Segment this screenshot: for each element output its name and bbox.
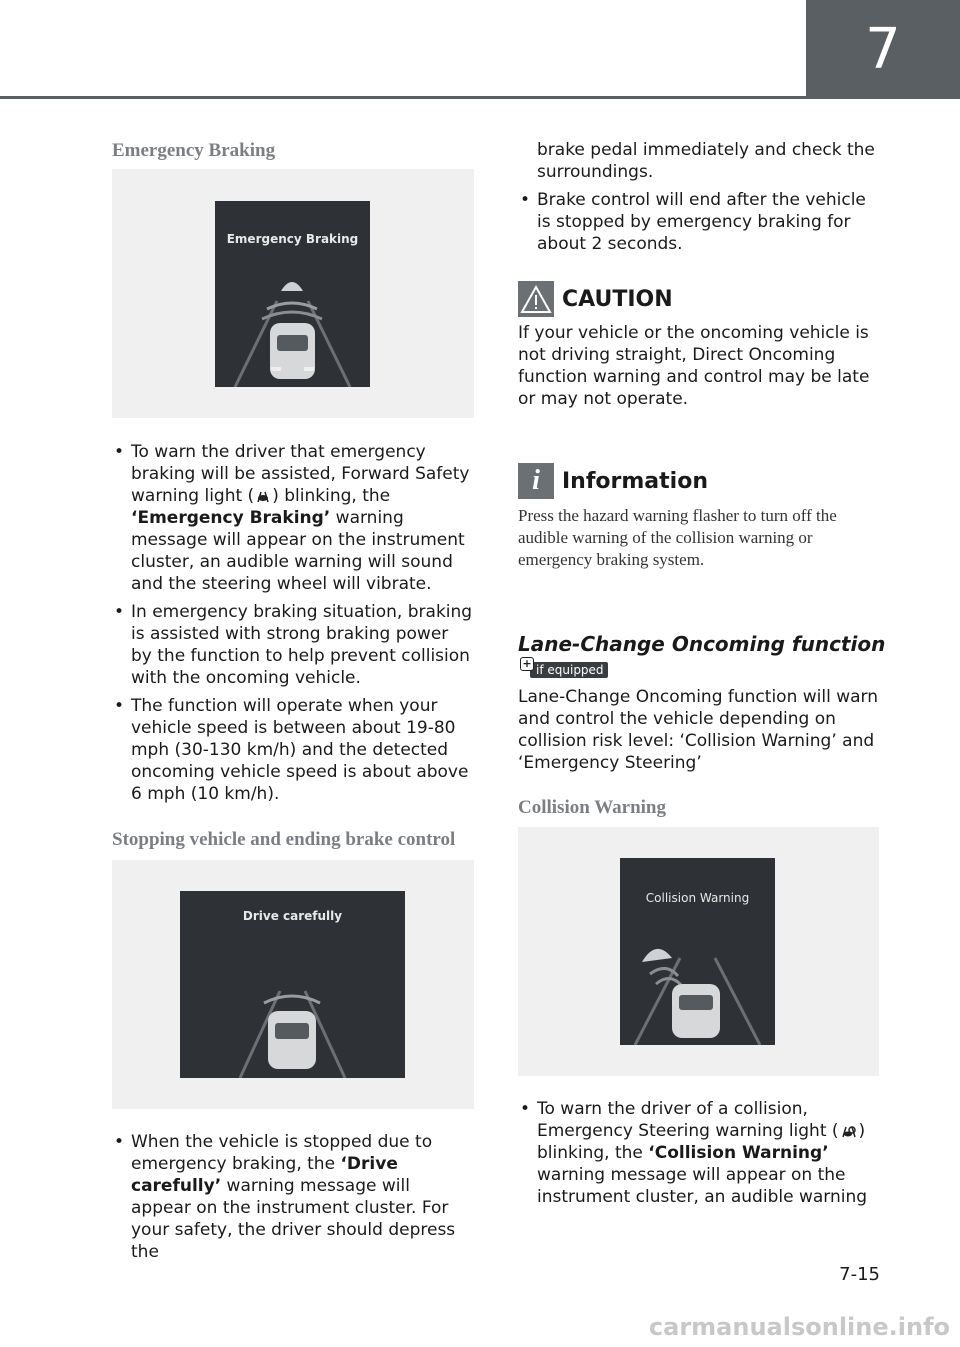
info-icon: i: [518, 463, 554, 499]
screen-label: Drive carefully: [242, 909, 343, 923]
info-title: Information: [562, 468, 708, 494]
if-equipped-badge: [520, 657, 608, 678]
warning-triangle-icon: [518, 281, 554, 317]
page-number: 7-15: [839, 1264, 880, 1285]
chapter-tab: 7: [806, 0, 960, 99]
cluster-screen: [180, 891, 405, 1078]
watermark: carmanualsonline.info: [648, 1313, 950, 1341]
lane-change-text: Lane-Change Oncoming function will warn and control the vehicle depending on collision risk level: ‘Collision Warning’ and ‘Emergency Steering’: [518, 687, 879, 773]
screen-label: Emergency Braking: [226, 232, 359, 246]
emergency-braking-bullets: [112, 441, 474, 811]
info-text: Press the hazard warning flasher to turn off the audible warning of the collision warning or emergency braking system.: [518, 506, 837, 569]
collision-warning-figure: [518, 827, 879, 1076]
car-illustration: [180, 891, 405, 1078]
drive-carefully-figure: [112, 860, 474, 1109]
stopping-bullets: [112, 1131, 474, 1269]
list-item: • Brake control will end after the vehicle is stopped by emergency braking for about 2 seconds.: [518, 189, 880, 255]
badge-label: if equipped: [530, 662, 608, 678]
car-illustration: [215, 201, 370, 387]
caution-title: CAUTION: [562, 286, 673, 312]
continued-text: brake pedal immediately and check the surroundings.: [537, 140, 875, 182]
lane-change-heading: Lane-Change Oncoming function: [518, 632, 886, 656]
plus-icon: +: [520, 657, 534, 671]
emergency-braking-heading: Emergency Braking: [112, 140, 276, 161]
list-item: • To warn the driver of a collision, Emergency Steering warning light ( ) blinking, the ‘Collision Warning’ warning message will appear on the instrument cluster, an audible warning: [518, 1098, 880, 1208]
brake-end-bullets: [518, 189, 880, 261]
collision-warning-heading: Collision Warning: [518, 797, 667, 818]
information-header: [518, 463, 708, 499]
emergency-steering-icon: [839, 1123, 859, 1139]
list-item: • When the vehicle is stopped due to emergency braking, the ‘Drive carefully’ warning message will appear on the instrument cluster. For your safety, the driver should depress the: [112, 1131, 474, 1263]
header-rule: [0, 96, 806, 99]
collision-bullets: [518, 1098, 880, 1214]
list-item: • In emergency braking situation, braking is assisted with strong braking power by the function to help prevent collision with the oncoming vehicle.: [112, 601, 474, 689]
cluster-screen: [620, 858, 775, 1045]
caution-text: If your vehicle or the oncoming vehicle is not driving straight, Direct Oncoming function warning and control may be late or may not operate.: [518, 323, 870, 409]
screen-label: Collision Warning: [645, 891, 750, 905]
forward-safety-icon: [254, 488, 272, 504]
stopping-heading: Stopping vehicle and ending brake control: [112, 829, 456, 850]
caution-header: [518, 281, 673, 317]
car-illustration: [620, 858, 775, 1045]
cluster-screen: [215, 201, 370, 387]
list-item: • The function will operate when your vehicle speed is between about 19-80 mph (30-130 km/h) and the detected oncoming vehicle speed is about above 6 mph (10 km/h).: [112, 695, 474, 805]
list-item: • To warn the driver that emergency braking will be assisted, Forward Safety warning light ( ) blinking, the ‘Emergency Braking’ warning message will appear on the instrument cluster, an audible warning will sound and the steering wheel will vibrate.: [112, 441, 474, 595]
emergency-braking-figure: [112, 169, 474, 418]
